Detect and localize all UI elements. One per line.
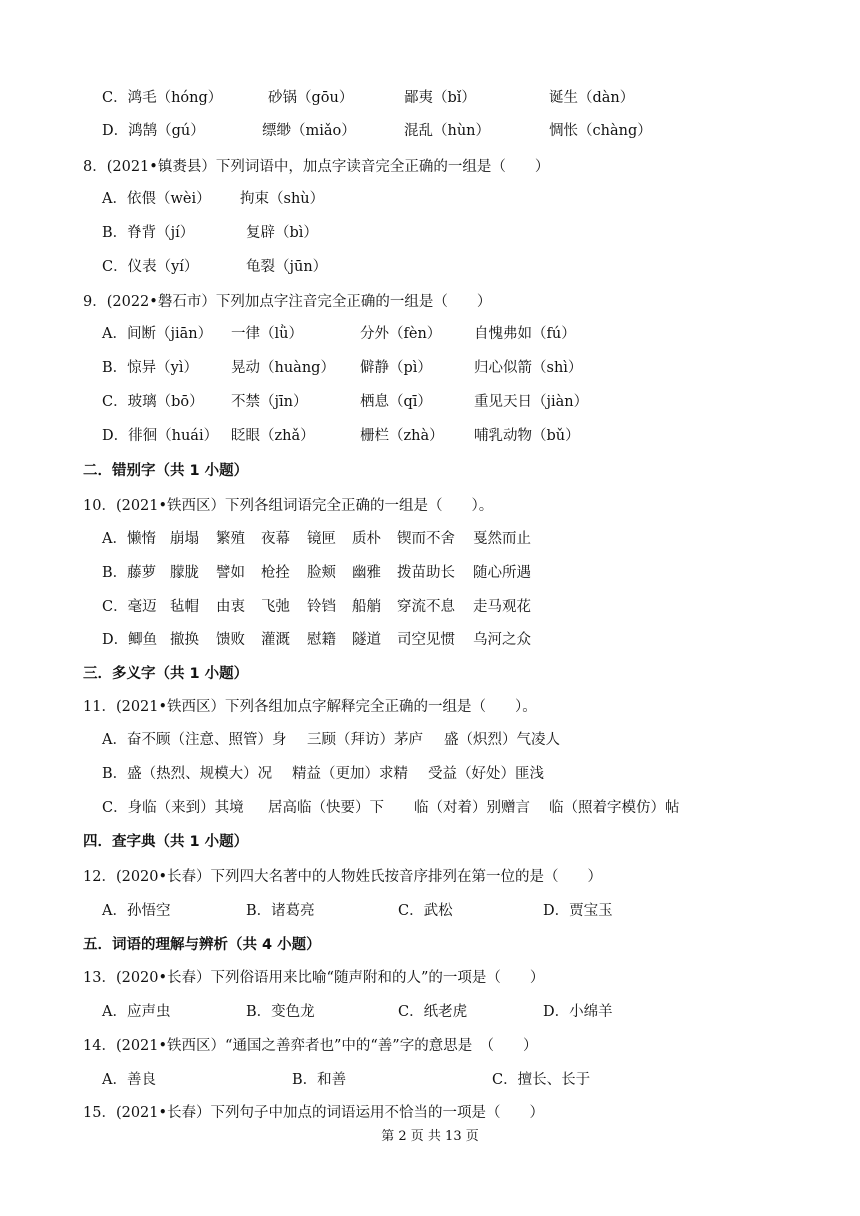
option-text: B．变色龙 — [246, 1004, 315, 1020]
option-text: A．奋不顾（注意、照管）身 — [102, 732, 287, 748]
option-text: 鄙夷（bǐ） — [404, 90, 476, 106]
option-text: 居高临（快要）下 — [268, 800, 384, 816]
option-text: C．毫迈 — [102, 599, 157, 615]
option-word: 锲而不舍 — [397, 531, 455, 547]
option-word: 走马观花 — [473, 599, 531, 615]
option-word: 崩塌 — [170, 531, 199, 547]
option-text: 哺乳动物（bǔ） — [474, 428, 580, 444]
option-text: C．武松 — [398, 903, 453, 919]
option-text: A．孙悟空 — [102, 903, 171, 919]
option-text: B．和善 — [292, 1072, 347, 1088]
question-13-stem: 13．(2020•长春）下列俗语用来比喻“随声附和的人”的一项是（ ） — [83, 970, 545, 986]
option-text: C．玻璃（bō） — [102, 394, 204, 410]
option-text: 拘束（shù） — [240, 191, 325, 207]
option-text: 三顾（拜访）茅庐 — [307, 732, 423, 748]
option-text: C．仪表（yí） — [102, 259, 199, 275]
question-10-stem: 10．(2021•铁西区）下列各组词语完全正确的一组是（ ）。 — [83, 498, 494, 514]
option-text: 栅栏（zhà） — [360, 428, 444, 444]
question-9-stem: 9．(2022•磐石市）下列加点字注音完全正确的一组是（ ） — [83, 294, 492, 310]
option-text: 一律（lǜ） — [231, 326, 303, 342]
option-text: 临（对着）别赠言 — [414, 800, 530, 816]
option-text: D．小绵羊 — [543, 1004, 613, 1020]
option-text: 砂锅（gōu） — [268, 90, 354, 106]
question-14-stem: 14．(2021•铁西区）“通国之善弈者也”中的“善”字的意思是 （ ） — [83, 1038, 538, 1054]
option-text: 受益（好处）匪浅 — [428, 766, 544, 782]
section-heading: 四．查字典（共 1 小题） — [83, 834, 249, 850]
option-text: D．鲫鱼 — [102, 632, 158, 648]
section-heading: 三．多义字（共 1 小题） — [83, 666, 249, 682]
option-text: 缥缈（miǎo） — [262, 123, 356, 139]
option-word: 繁殖 — [216, 531, 245, 547]
option-text: C．擅长、长于 — [492, 1072, 591, 1088]
option-word: 隧道 — [352, 632, 381, 648]
question-15-stem: 15．(2021•长春）下列句子中加点的词语运用不恰当的一项是（ ） — [83, 1105, 545, 1121]
option-word: 铃铛 — [307, 599, 336, 615]
option-word: 枪拴 — [261, 565, 290, 581]
option-text: B．脊背（jí） — [102, 225, 195, 241]
option-text: 重见天日（jiàn） — [474, 394, 589, 410]
option-word: 譬如 — [216, 565, 245, 581]
option-text: 精益（更加）求精 — [292, 766, 408, 782]
option-word: 朦胧 — [170, 565, 199, 581]
option-text: 盛（炽烈）气凌人 — [444, 732, 560, 748]
option-text: 混乱（hùn） — [404, 123, 491, 139]
question-11-stem: 11．(2021•铁西区）下列各组加点字解释完全正确的一组是（ ）。 — [83, 699, 537, 715]
option-text: B．诸葛亮 — [246, 903, 315, 919]
option-word: 撤换 — [170, 632, 199, 648]
page-footer: 第 2 页 共 13 页 — [381, 1129, 479, 1144]
question-8-stem: 8．(2021•镇赉县）下列词语中，加点字读音完全正确的一组是（ ） — [83, 159, 550, 175]
option-text: 归心似箭（shì） — [474, 360, 583, 376]
option-word: 戛然而止 — [473, 531, 531, 547]
option-word: 司空见惯 — [397, 632, 455, 648]
option-word: 由衷 — [216, 599, 245, 615]
option-text: A．间断（jiān） — [102, 326, 213, 342]
option-word: 夜幕 — [261, 531, 290, 547]
option-text: D．徘徊（huái） — [102, 428, 219, 444]
option-word: 馈败 — [216, 632, 245, 648]
option-word: 毡帽 — [170, 599, 199, 615]
option-word: 镜匣 — [307, 531, 336, 547]
option-text: B．藤萝 — [102, 565, 157, 581]
option-text: B．盛（热烈、规模大）况 — [102, 766, 273, 782]
option-text: A．依偎（wèi） — [102, 191, 211, 207]
option-text: B．惊异（yì） — [102, 360, 198, 376]
option-word: 灌溉 — [261, 632, 290, 648]
option-text: 眨眼（zhǎ） — [231, 428, 315, 444]
option-text: 不禁（jīn） — [231, 394, 308, 410]
option-text: C．身临（来到）其境 — [102, 800, 244, 816]
option-word: 乌河之众 — [473, 632, 531, 648]
option-text: 诞生（dàn） — [549, 90, 635, 106]
option-word: 慰籍 — [307, 632, 336, 648]
option-word: 飞弛 — [261, 599, 290, 615]
option-text: 晃动（huàng） — [231, 360, 335, 376]
option-text: 僻静（pì） — [360, 360, 432, 376]
option-text: 临（照着字模仿）帖 — [549, 800, 680, 816]
option-text: A．懒惰 — [102, 531, 156, 547]
option-text: 龟裂（jūn） — [246, 259, 328, 275]
option-text: 复辟（bì） — [246, 225, 318, 241]
option-text: C．鸿毛（hóng） — [102, 90, 223, 106]
option-word: 质朴 — [352, 531, 381, 547]
question-12-stem: 12．(2020•长春）下列四大名著中的人物姓氏按音序排列在第一位的是（ ） — [83, 869, 603, 885]
option-text: A．善良 — [102, 1072, 156, 1088]
option-word: 随心所遇 — [473, 565, 531, 581]
option-word: 船艄 — [352, 599, 381, 615]
option-text: 分外（fèn） — [360, 326, 442, 342]
option-word: 幽雅 — [352, 565, 381, 581]
option-text: A．应声虫 — [102, 1004, 171, 1020]
option-word: 脸颊 — [307, 565, 336, 581]
option-word: 拨苗助长 — [397, 565, 455, 581]
option-text: D．贾宝玉 — [543, 903, 613, 919]
section-heading: 五．词语的理解与辨析（共 4 小题） — [83, 937, 321, 953]
option-text: 栖息（qī） — [360, 394, 432, 410]
option-text: D．鸿鹄（gú） — [102, 123, 205, 139]
option-text: 自愧弗如（fú） — [474, 326, 576, 342]
option-text: C．纸老虎 — [398, 1004, 468, 1020]
section-heading: 二．错别字（共 1 小题） — [83, 463, 249, 479]
option-word: 穿流不息 — [397, 599, 455, 615]
option-text: 惆怅（chàng） — [549, 123, 652, 139]
